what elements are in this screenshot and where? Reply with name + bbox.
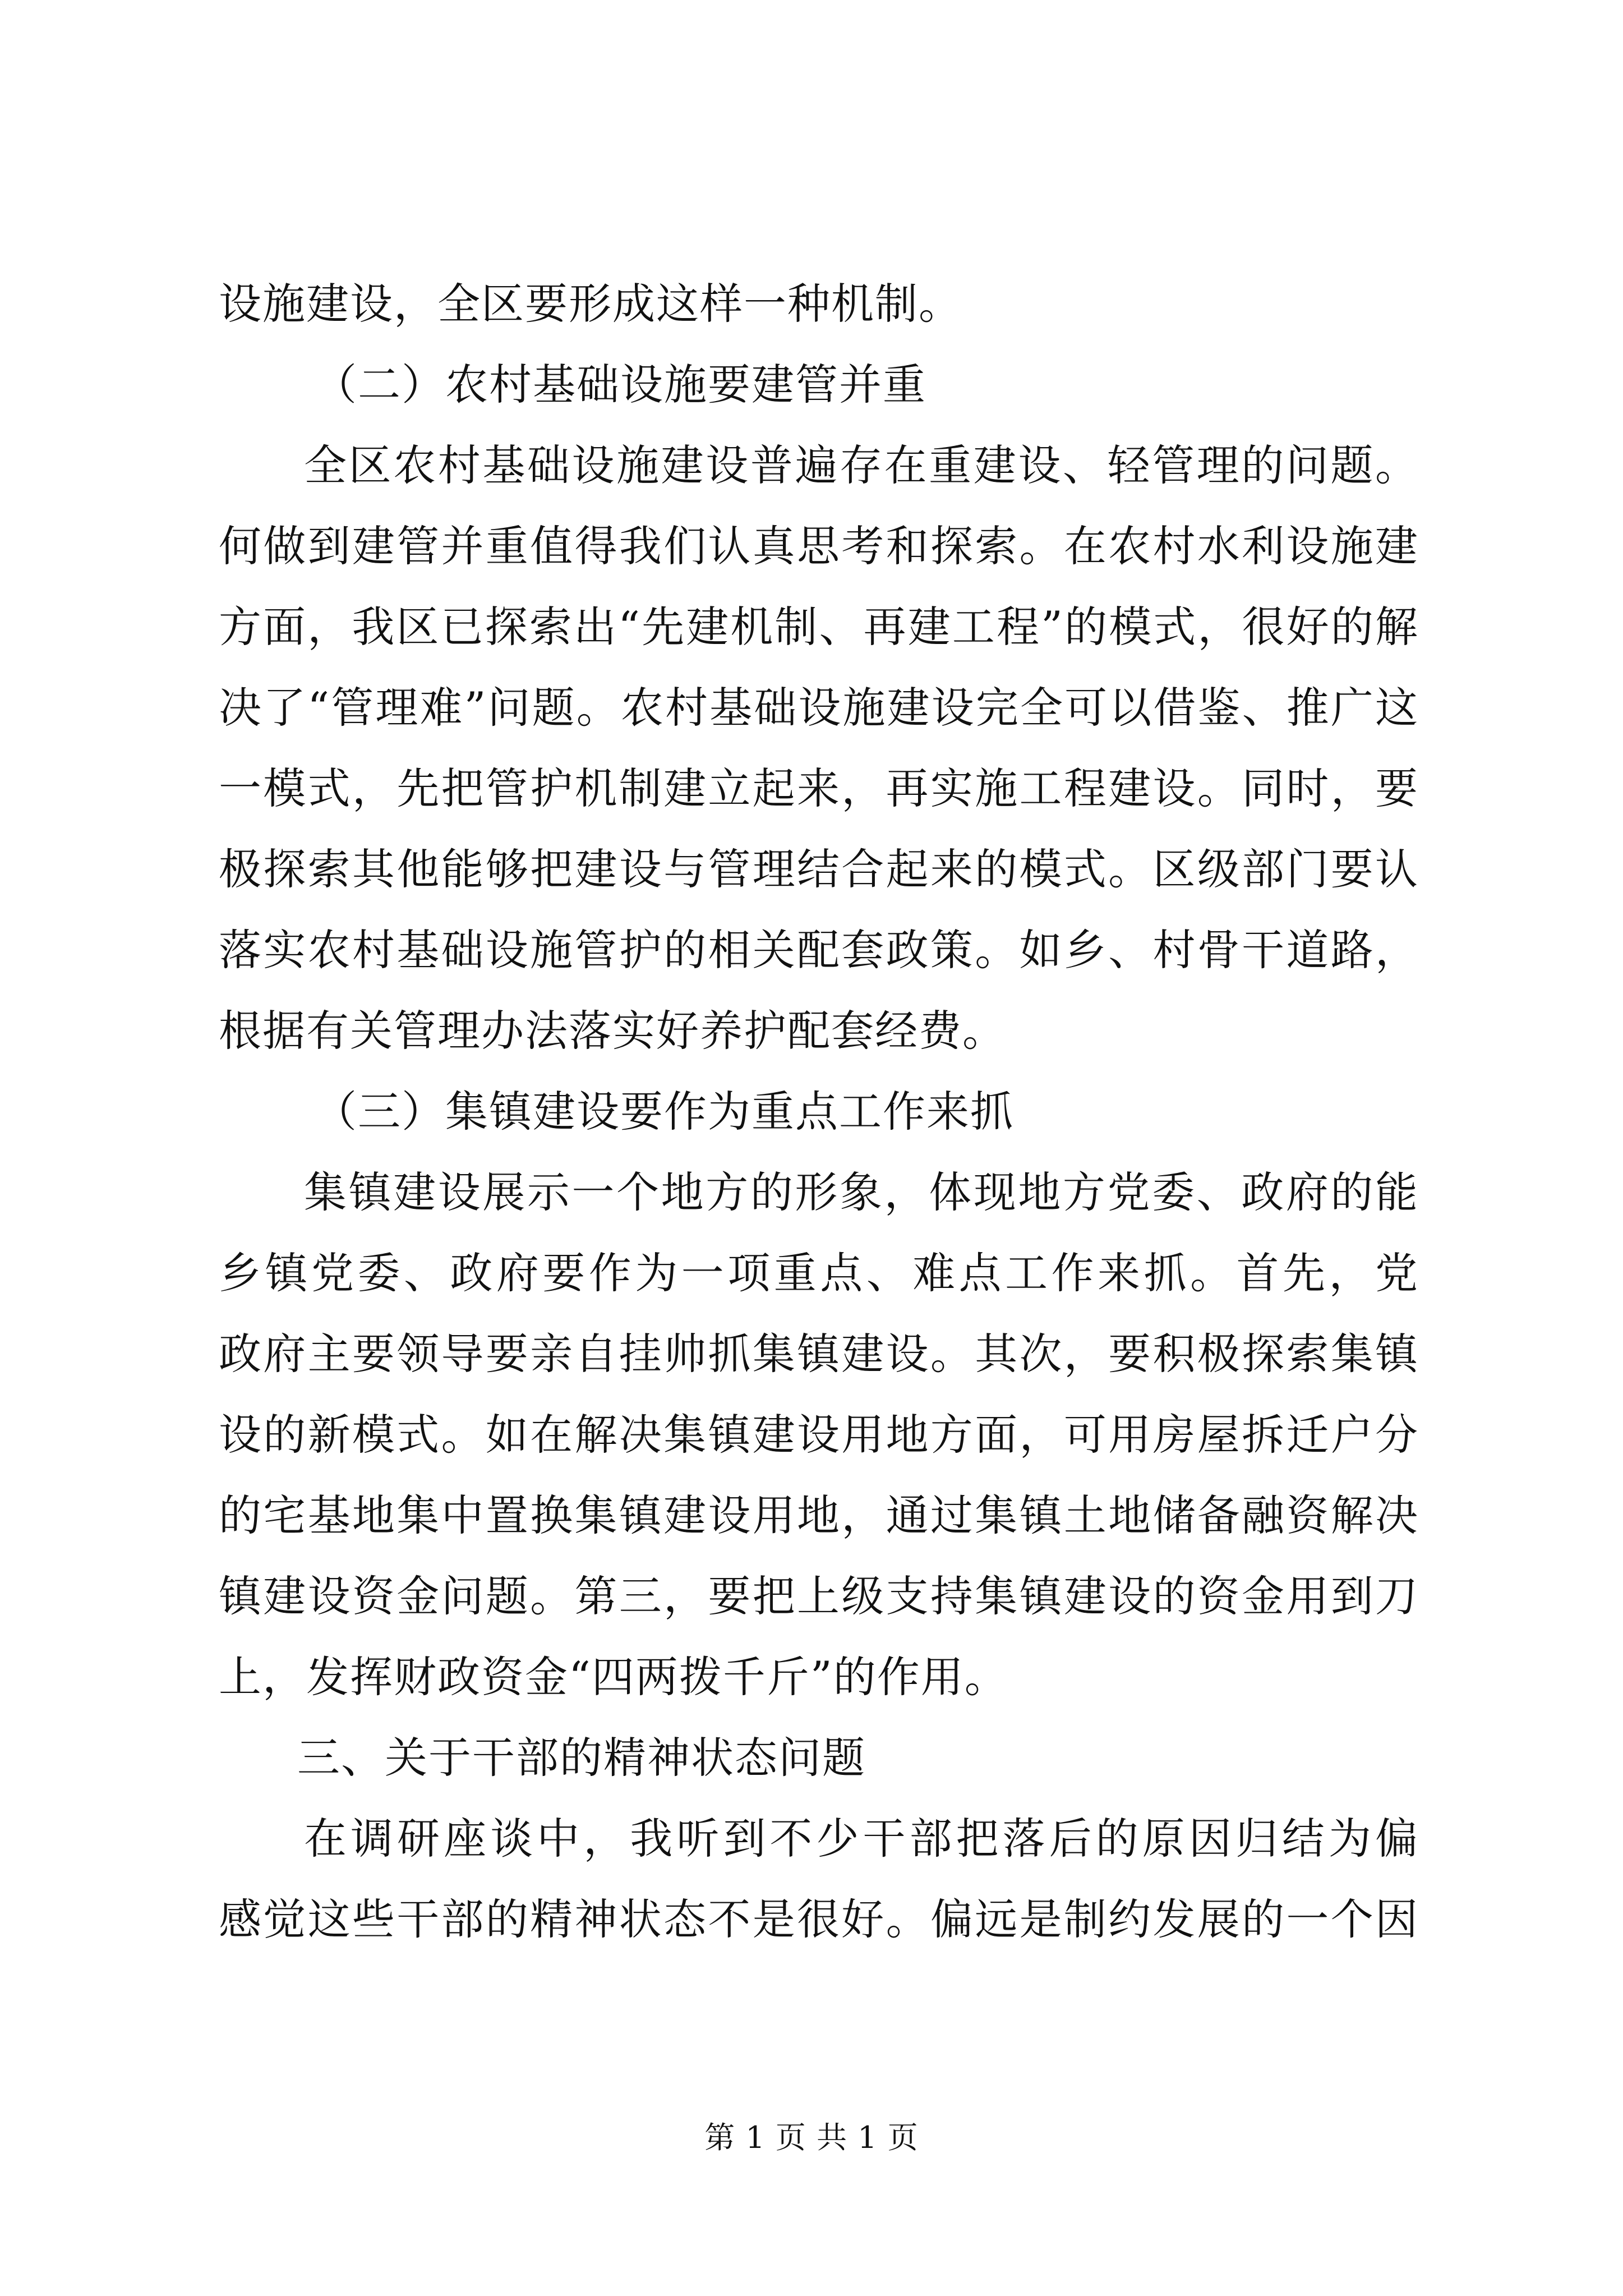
text-line-4: 何做到建管并重值得我们认真思考和探索。在农村水利设施建 [219,521,1419,571]
text-line-21: 感觉这些干部的精神状态不是很好。偏远是制约发展的一个因 [219,1894,1419,1944]
subheading-2: （二）农村基础设施要建管并重 [314,360,926,409]
text-line-14: 政府主要领导要亲自挂帅抓集镇建设。其次，要积极探索集镇 [219,1329,1419,1379]
text-line-20: 在调研座谈中，我听到不少干部把落后的原因归结为偏 [304,1814,1419,1864]
text-line-15: 设的新模式。如在解决集镇建设用地方面，可用房屋拆迁户分 [219,1410,1419,1460]
text-line-6: 决了“管理难”问题。农村基础设施建设完全可以借鉴、推广这 [219,683,1419,733]
text-line-3: 全区农村基础设施建设普遍存在重建设、轻管理的问题。 [304,440,1419,490]
text-line-9: 落实农村基础设施管护的相关配套政策。如乡、村骨干道路， [219,925,1419,975]
section-heading-3: 三、关于干部的精神状态问题 [297,1733,866,1783]
text-line-7: 一模式，先把管护机制建立起来，再实施工程建设。同时，要 [219,763,1419,813]
text-line-13: 乡镇党委、政府要作为一项重点、难点工作来抓。首先，党 [219,1248,1419,1298]
text-line-10: 根据有关管理办法落实好养护配套经费。 [219,1006,1006,1056]
document-body [219,264,1419,1960]
text-line-16: 的宅基地集中置换集镇建设用地，通过集镇土地储备融资解决 [219,1490,1419,1540]
text-line-17: 镇建设资金问题。第三，要把上级支持集镇建设的资金用到刀 [219,1571,1419,1621]
subheading-3: （三）集镇建设要作为重点工作来抓 [314,1087,1014,1137]
page-footer: 第 1 页 共 1 页 [704,2120,919,2155]
text-line-18: 上，发挥财政资金“四两拨千斤”的作用。 [219,1652,1008,1702]
text-line-5: 方面，我区已探索出“先建机制、再建工程”的模式，很好的解 [219,602,1419,652]
text-line-1: 设施建设，全区要形成这样一种机制。 [219,279,962,329]
text-line-12: 集镇建设展示一个地方的形象，体现地方党委、政府的能 [304,1167,1419,1217]
text-line-8: 极探索其他能够把建设与管理结合起来的模式。区级部门要认 [219,844,1419,894]
